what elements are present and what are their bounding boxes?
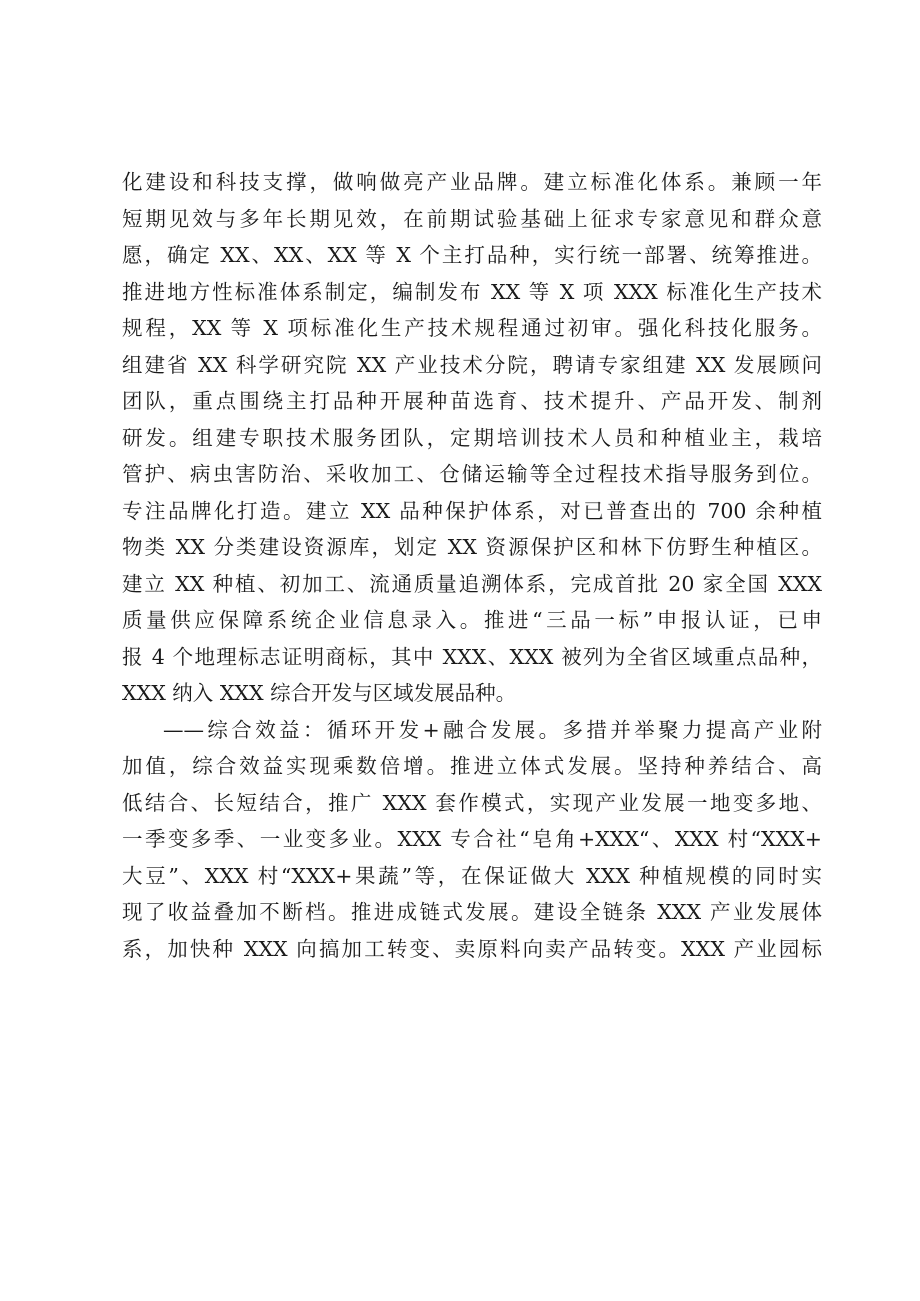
text-line: 质量供应保障系统企业信息录入。推进“三品一标”申报认证，已申 — [122, 608, 822, 632]
text-line: 团队，重点围绕主打品种开展种苗选育、技术提升、产品开发、制剂 — [122, 389, 822, 413]
text-line: 报 4 个地理标志证明商标，其中 XXX、XXX 被列为全省区域重点品种， — [122, 644, 822, 669]
paragraph-standardization — [122, 164, 822, 712]
text-line: 建立 XX 种植、初加工、流通质量追溯体系，完成首批 20 家全国 XXX — [122, 571, 822, 596]
text-line: 加值，综合效益实现乘数倍增。推进立体式发展。坚持种养结合、高 — [122, 754, 822, 778]
text-line: 专注品牌化打造。建立 XX 品种保护体系，对已普查出的 700 余种植 — [122, 498, 822, 523]
text-line: 管护、病虫害防治、采收加工、仓储运输等全过程技术指导服务到位。 — [122, 462, 822, 486]
text-line: 研发。组建专职技术服务团队，定期培训技术人员和种植业主，栽培 — [122, 425, 822, 450]
paragraph-comprehensive-benefits — [122, 712, 822, 968]
text-line: 大豆”、XXX 村“XXX+果蔬”等，在保证做大 XXX 种植规模的同时实 — [122, 863, 822, 888]
text-line: 系，加快种 XXX 向搞加工转变、卖原料向卖产品转变。XXX 产业园标 — [122, 936, 822, 961]
text-line: 组建省 XX 科学研究院 XX 产业技术分院，聘请专家组建 XX 发展顾问 — [122, 352, 822, 377]
text-line: 现了收益叠加不断档。推进成链式发展。建设全链条 XXX 产业发展体 — [122, 900, 822, 924]
text-line: 推进地方性标准体系制定，编制发布 XX 等 X 项 XXX 标准化生产技术 — [122, 279, 822, 304]
text-line: 规程，XX 等 X 项标准化生产技术规程通过初审。强化科技化服务。 — [122, 316, 822, 340]
text-line: 物类 XX 分类建设资源库，划定 XX 资源保护区和林下仿野生种植区。 — [122, 535, 822, 559]
text-line: 低结合、长短结合，推广 XXX 套作模式，实现产业发展一地变多地、 — [122, 790, 822, 815]
text-line: ——综合效益：循环开发+融合发展。多措并举聚力提高产业附 — [163, 717, 822, 742]
text-line: 短期见效与多年长期见效，在前期试验基础上征求专家意见和群众意 — [122, 206, 822, 231]
text-line: 愿，确定 XX、XX、XX 等 X 个主打品种，实行统一部署、统筹推进。 — [122, 243, 822, 267]
body-text — [122, 164, 822, 967]
text-line: 化建设和科技支撑，做响做亮产业品牌。建立标准化体系。兼顾一年 — [122, 170, 822, 194]
text-line: XXX 纳入 XXX 综合开发与区域发展品种。 — [122, 681, 517, 705]
text-line: 一季变多季、一业变多业。XXX 专合社“皂角+XXX“、XXX 村“XXX+ — [122, 827, 822, 851]
